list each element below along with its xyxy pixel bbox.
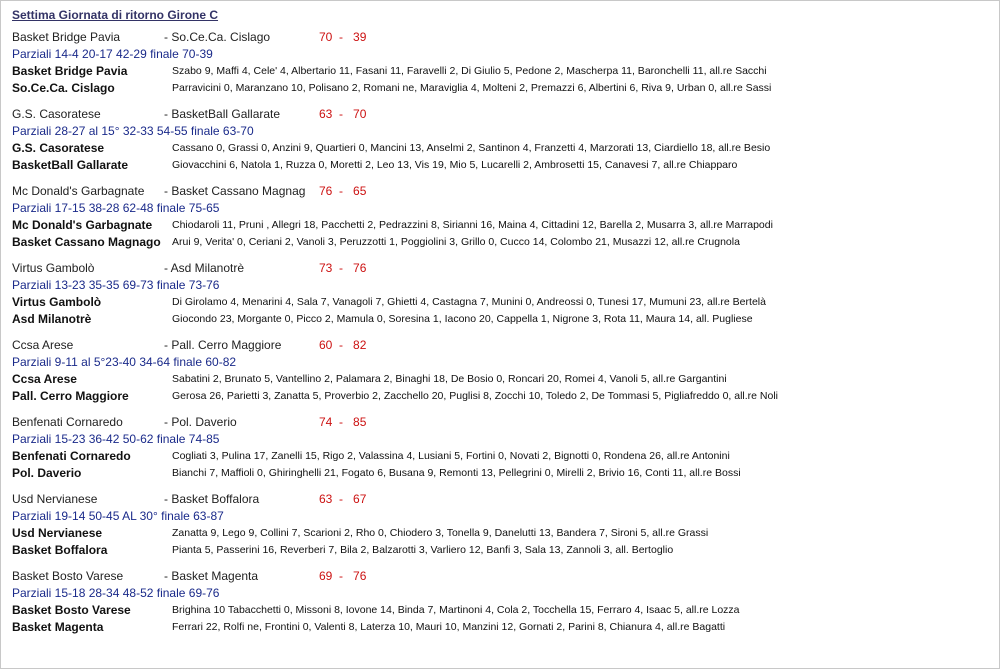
away-team: - So.Ce.Ca. Cislago <box>164 30 271 44</box>
match-row <box>12 415 992 432</box>
away-team: - Asd Milanotrè <box>164 261 245 275</box>
final-score: 60 - 82 <box>319 338 367 352</box>
home-lineup-team: Basket Bridge Pavia <box>12 64 128 78</box>
away-team: - Pall. Cerro Maggiore <box>164 338 282 352</box>
away-team: - BasketBall Gallarate <box>164 107 281 121</box>
away-lineup <box>12 158 992 175</box>
home-lineup <box>12 218 992 235</box>
home-team: Virtus Gambolò <box>12 261 95 275</box>
away-lineup <box>12 543 992 560</box>
home-lineup-team: Mc Donald's Garbagnate <box>12 218 153 232</box>
results-content <box>12 7 992 646</box>
match-row <box>12 184 992 201</box>
away-players: Parravicini 0, Maranzano 10, Polisano 2, Romani ne, Maraviglia 4, Molteni 2, Premazzi 6, Albertini 6, Riva 9, Urban 0, all.re Sassi <box>172 82 772 94</box>
away-lineup <box>12 466 992 483</box>
away-players: Pianta 5, Passerini 16, Reverberi 7, Bila 2, Balzarotti 3, Varliero 12, Banfi 3, Sala 13, Zannoli 3, all. Bertoglio <box>172 544 674 556</box>
away-lineup-team: Asd Milanotrè <box>12 312 92 326</box>
final-score: 74 - 85 <box>319 415 367 429</box>
game-block <box>12 338 992 415</box>
home-team: Basket Bridge Pavia <box>12 30 121 44</box>
away-lineup-team: Basket Cassano Magnago <box>12 235 161 249</box>
away-lineup-team: BasketBall Gallarate <box>12 158 129 172</box>
final-score: 76 - 65 <box>319 184 367 198</box>
final-score: 63 - 70 <box>319 107 367 121</box>
away-players: Gerosa 26, Parietti 3, Zanatta 5, Proverbio 2, Zacchello 20, Puglisi 8, Zocchi 10, Toledo 2, De Tommasi 5, Pigliafreddo 0, all.re Noli <box>172 390 779 402</box>
home-team: Ccsa Arese <box>12 338 74 352</box>
partials-line: Parziali 14-4 20-17 42-29 finale 70-39 <box>12 47 213 61</box>
final-score: 70 - 39 <box>319 30 367 44</box>
home-players: Chiodaroli 11, Pruni , Allegri 18, Pacchetti 2, Pedrazzini 8, Sirianni 16, Maina 4, Cittadini 12, Barella 2, Musarra 3, all.re Marrapodi <box>172 219 773 231</box>
game-block <box>12 569 992 646</box>
away-lineup <box>12 312 992 329</box>
away-players: Giocondo 23, Morgante 0, Picco 2, Mamula 0, Soresina 1, Iacono 20, Cappella 1, Nigrone 3, Rota 11, Maura 14, all. Pugliese <box>172 313 753 325</box>
home-team: Basket Bosto Varese <box>12 569 124 583</box>
away-lineup-team: So.Ce.Ca. Cislago <box>12 81 115 95</box>
home-team: Usd Nervianese <box>12 492 98 506</box>
game-block <box>12 184 992 261</box>
home-players: Szabo 9, Maffi 4, Cele' 4, Albertario 11, Fasani 11, Faravelli 2, Di Giulio 5, Pedone 2, Mascherpa 11, Baronchelli 11, all.re Sacchi <box>172 65 767 77</box>
game-block <box>12 261 992 338</box>
away-players: Giovacchini 6, Natola 1, Ruzza 0, Moretti 2, Leo 13, Vis 19, Mio 5, Lucarelli 2, Ambrosetti 15, Canavesi 7, all.re Chiapparo <box>172 159 738 171</box>
games-list <box>12 30 992 646</box>
game-block <box>12 492 992 569</box>
game-block <box>12 30 992 107</box>
match-row <box>12 30 992 47</box>
home-lineup <box>12 449 992 466</box>
away-lineup-team: Pall. Cerro Maggiore <box>12 389 129 403</box>
home-lineup-team: Virtus Gambolò <box>12 295 102 309</box>
final-score: 63 - 67 <box>319 492 367 506</box>
partials-line: Parziali 15-18 28-34 48-52 finale 69-76 <box>12 586 220 600</box>
home-lineup <box>12 372 992 389</box>
home-lineup-team: Benfenati Cornaredo <box>12 449 131 463</box>
home-lineup-team: Usd Nervianese <box>12 526 103 540</box>
home-players: Sabatini 2, Brunato 5, Vantellino 2, Palamara 2, Binaghi 18, De Bosio 0, Roncari 20, Romei 4, Vanoli 5, all.re Gargantini <box>172 373 727 385</box>
away-team: - Basket Magenta <box>164 569 259 583</box>
home-lineup-team: G.S. Casoratese <box>12 141 105 155</box>
away-team: - Pol. Daverio <box>164 415 237 429</box>
away-players: Ferrari 22, Rolfi ne, Frontini 0, Valenti 8, Laterza 10, Mauri 10, Manzini 12, Gornati 2, Parini 8, Chianura 4, all.re Bagatti <box>172 621 726 633</box>
partials-line: Parziali 28-27 al 15° 32-33 54-55 finale 63-70 <box>12 124 254 138</box>
partials-line: Parziali 19-14 50-45 AL 30° finale 63-87 <box>12 509 224 523</box>
home-lineup <box>12 64 992 81</box>
away-players: Arui 9, Verita' 0, Ceriani 2, Vanoli 3, Peruzzotti 1, Poggiolini 3, Grillo 0, Cucco 14, Colombo 21, Musazzi 12, all.re Crugnola <box>172 236 740 248</box>
away-team: - Basket Boffalora <box>164 492 260 506</box>
away-lineup <box>12 81 992 98</box>
away-lineup-team: Pol. Daverio <box>12 466 82 480</box>
home-lineup-team: Basket Bosto Varese <box>12 603 131 617</box>
home-lineup <box>12 295 992 312</box>
home-lineup <box>12 141 992 158</box>
final-score: 69 - 76 <box>319 569 367 583</box>
home-players: Cassano 0, Grassi 0, Anzini 9, Quartieri 0, Mancini 13, Anselmi 2, Santinon 4, Franzetti 4, Marzorati 13, Ciardiello 18, all.re Besio <box>172 142 771 154</box>
home-players: Zanatta 9, Lego 9, Collini 7, Scarioni 2, Rho 0, Chiodero 3, Tonella 9, Danelutti 13, Bandera 7, Sironi 5, all.re Grassi <box>172 527 709 539</box>
away-lineup <box>12 620 992 637</box>
away-team: - Basket Cassano Magnag <box>164 184 306 198</box>
match-row <box>12 107 992 124</box>
game-block <box>12 107 992 184</box>
match-row <box>12 338 992 355</box>
final-score: 73 - 76 <box>319 261 367 275</box>
match-row <box>12 261 992 278</box>
game-block <box>12 415 992 492</box>
partials-line: Parziali 17-15 38-28 62-48 finale 75-65 <box>12 201 220 215</box>
away-lineup-team: Basket Boffalora <box>12 543 108 557</box>
away-lineup-team: Basket Magenta <box>12 620 104 634</box>
home-players: Cogliati 3, Pulina 17, Zanelli 15, Rigo 2, Valassina 4, Lusiani 5, Fortini 0, Novati 2, Bignotti 0, Rondena 26, all.re Antonini <box>172 450 730 462</box>
home-team: G.S. Casoratese <box>12 107 101 121</box>
home-team: Mc Donald's Garbagnate <box>12 184 145 198</box>
away-lineup <box>12 235 992 252</box>
match-row <box>12 569 992 586</box>
home-lineup <box>12 603 992 620</box>
partials-line: Parziali 15-23 36-42 50-62 finale 74-85 <box>12 432 220 446</box>
away-lineup <box>12 389 992 406</box>
away-players: Bianchi 7, Maffioli 0, Ghiringhelli 21, Fogato 6, Busana 9, Remonti 13, Pellegrini 0, Mirelli 2, Brivio 16, Conti 11, all.re Bossi <box>172 467 741 479</box>
match-row <box>12 492 992 509</box>
home-players: Brighina 10 Tabacchetti 0, Missoni 8, Iovone 14, Binda 7, Martinoni 4, Cola 2, Tocchella 15, Ferraro 4, Isaac 5, all.re Lozza <box>172 604 740 616</box>
home-players: Di Girolamo 4, Menarini 4, Sala 7, Vanagoli 7, Ghietti 4, Castagna 7, Munini 0, Andreossi 0, Tunesi 17, Mumuni 23, all.re Bertelà <box>172 296 766 308</box>
home-lineup <box>12 526 992 543</box>
home-lineup-team: Ccsa Arese <box>12 372 77 386</box>
home-team: Benfenati Cornaredo <box>12 415 123 429</box>
partials-line: Parziali 13-23 35-35 69-73 finale 73-76 <box>12 278 220 292</box>
partials-line: Parziali 9-11 al 5°23-40 34-64 finale 60-82 <box>12 355 237 369</box>
page-title[interactable]: Settima Giornata di ritorno Girone C <box>12 8 219 22</box>
